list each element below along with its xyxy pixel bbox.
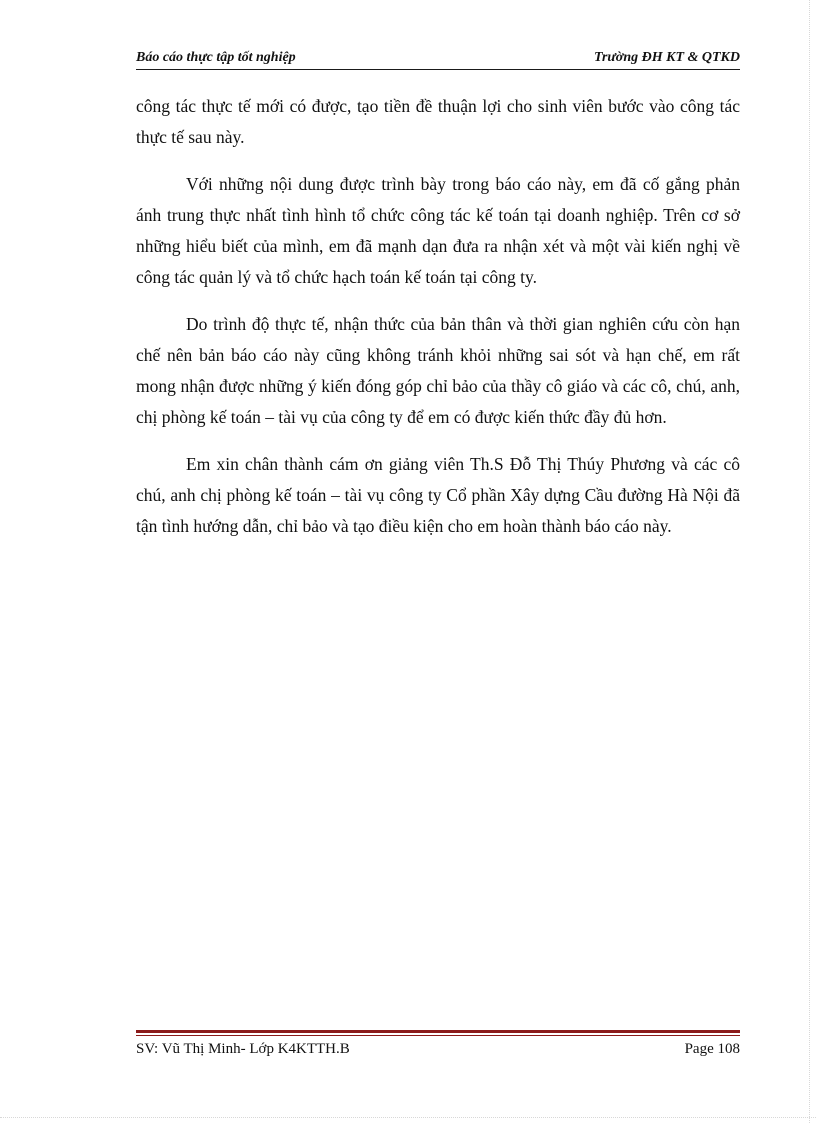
- footer-page-number: Page 108: [684, 1041, 740, 1057]
- paragraph-limitations: Do trình độ thực tế, nhận thức của bản thân và thời gian nghiên cứu còn hạn chế nên bản báo cáo này cũng không tránh khỏi những sai sót và hạn chế, em rất mong nhận được những ý kiến đóng góp chỉ bảo của thầy cô giáo và các cô, chú, anh, chị phòng kế toán – tài vụ của công ty để em có được kiến thức đầy đủ hơn.: [136, 314, 740, 427]
- header-report-title: Báo cáo thực tập tốt nghiệp: [136, 50, 296, 65]
- footer-divider-thin: [136, 1035, 740, 1036]
- header-divider: [136, 69, 740, 70]
- page-guide-horizontal: [0, 1117, 816, 1118]
- paragraph-continuation: công tác thực tế mới có được, tạo tiền đề thuận lợi cho sinh viên bước vào công tác thực tế sau này.: [136, 96, 740, 147]
- paragraph-acknowledgements: Em xin chân thành cám ơn giảng viên Th.S Đỗ Thị Thúy Phương và các cô chú, anh chị phòng kế toán – tài vụ công ty Cổ phần Xây dựng Cầu đường Hà Nội đã tận tình hướng dẫn, chỉ bảo và tạo điều kiện cho em hoàn thành báo cáo này.: [136, 454, 740, 536]
- page-header: [136, 50, 740, 70]
- header-university: Trường ĐH KT & QTKD: [593, 50, 740, 65]
- page-guide-vertical: [809, 0, 810, 1123]
- page-footer: [136, 1041, 740, 1061]
- paragraph-content-summary: Với những nội dung được trình bày trong báo cáo này, em đã cố gắng phản ánh trung thực nhất tình hình tổ chức công tác kế toán tại doanh nghiệp. Trên cơ sở những hiểu biết của mình, em đã mạnh dạn đưa ra nhận xét và một vài kiến nghị về công tác quản lý và tổ chức hạch toán kế toán tại công ty.: [136, 174, 740, 287]
- document-body: [136, 91, 740, 558]
- footer-divider-thick: [136, 1030, 740, 1033]
- footer-student-info: SV: Vũ Thị Minh- Lớp K4KTTH.B: [136, 1041, 350, 1057]
